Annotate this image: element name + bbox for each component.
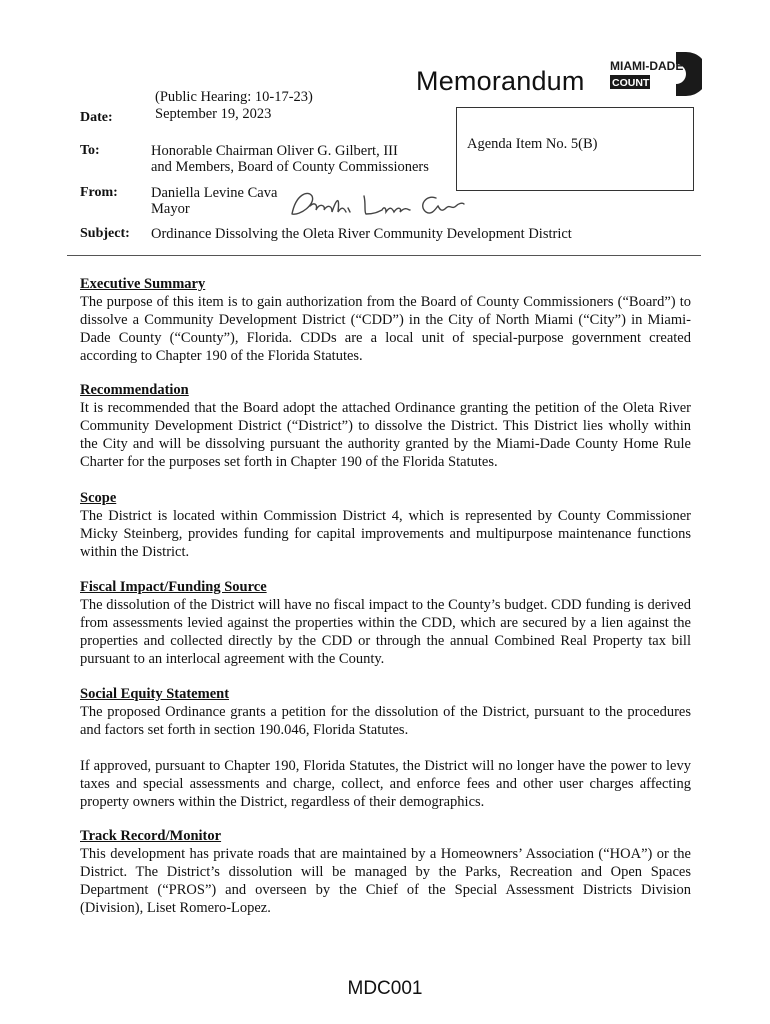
section-heading: Social Equity Statement <box>80 686 230 702</box>
section-fiscal-impact <box>80 578 691 668</box>
from-name: Daniella Levine Cava <box>151 185 278 201</box>
to-label: To: <box>80 143 100 158</box>
to-recipient-members: and Members, Board of County Commissioners <box>151 159 429 175</box>
page-code: MDC001 <box>347 978 423 999</box>
section-paragraph: The purpose of this item is to gain authorization from the Board of County Commissioners (“Board”) to dissolve a Community Development District (“CDD”) in the City of North Miami (“City”) in Miami-Dade County (“County”), Florida. CDDs are a local unit of special-purpose government created according to Chapter 190 of the Florida Statutes. <box>80 294 691 364</box>
section-track-record <box>80 827 691 917</box>
date-hearing: (Public Hearing: 10-17-23) <box>155 89 313 105</box>
logo-line1: MIAMI-DADE <box>610 59 684 73</box>
agenda-item-box <box>456 107 694 191</box>
section-paragraph: The District is located within Commission District 4, which is represented by County Commissioner Micky Steinberg, provides funding for capital improvements and multipurpose maintenance functions within the District. <box>80 508 691 560</box>
subject-label: Subject: <box>80 226 130 241</box>
section-heading: Scope <box>80 490 117 506</box>
date-label: Date: <box>80 110 113 125</box>
section-heading: Fiscal Impact/Funding Source <box>80 579 267 595</box>
agenda-item-number: Agenda Item No. 5(B) <box>467 136 598 152</box>
section-heading: Recommendation <box>80 382 189 398</box>
header-divider <box>67 255 701 256</box>
section-paragraph: If approved, pursuant to Chapter 190, Florida Statutes, the District will no longer have the power to levy taxes and special assessments and charge, collect, and enforce fees and other user charges affecting property owners within the District, regardless of their demographics. <box>80 758 691 810</box>
section-heading: Executive Summary <box>80 276 206 292</box>
signature-image <box>286 184 466 222</box>
memorandum-title: Memorandum <box>416 66 585 96</box>
to-recipient: Honorable Chairman Oliver G. Gilbert, III <box>151 143 398 159</box>
from-label: From: <box>80 185 118 200</box>
section-paragraph: The dissolution of the District will have no fiscal impact to the County’s budget. CDD funding is derived from assessments levied against the properties within the CDD, which are secured by a lien against the properties and collected directly by the CDD or through the annual Combined Real Property tax bill pursuant to an interlocal agreement with the County. <box>80 597 691 667</box>
subject-text: Ordinance Dissolving the Oleta River Community Development District <box>151 226 572 242</box>
section-paragraph: It is recommended that the Board adopt the attached Ordinance granting the petition of the Oleta River Community Development District (“District”) to dissolve the District. This District lies wholly within the City and will be dissolving pursuant the authority granted by the Miami-Dade County Home Rule Charter for the purposes set forth in Chapter 190 of the Florida Statutes. <box>80 400 691 470</box>
section-paragraph: The proposed Ordinance grants a petition for the dissolution of the District, pursuant to the procedures and factors set forth in section 190.046, Florida Statutes. <box>80 704 691 738</box>
section-recommendation <box>80 381 691 471</box>
section-social-equity <box>80 685 691 811</box>
section-heading: Track Record/Monitor <box>80 828 222 844</box>
miami-dade-county-logo <box>610 50 702 98</box>
from-title: Mayor <box>151 201 190 217</box>
logo-line2: COUNTY <box>612 77 657 89</box>
date-value: September 19, 2023 <box>155 106 272 122</box>
section-scope <box>80 489 691 561</box>
section-executive-summary <box>80 275 691 365</box>
section-paragraph: This development has private roads that are maintained by a Homeowners’ Association (“HOA”) or the District. The District’s dissolution will be managed by the Parks, Recreation and Open Spaces Department (“PROS”) and overseen by the Chief of the Special Assessment Districts Division (Division), Liset Romero-Lopez. <box>80 846 691 916</box>
